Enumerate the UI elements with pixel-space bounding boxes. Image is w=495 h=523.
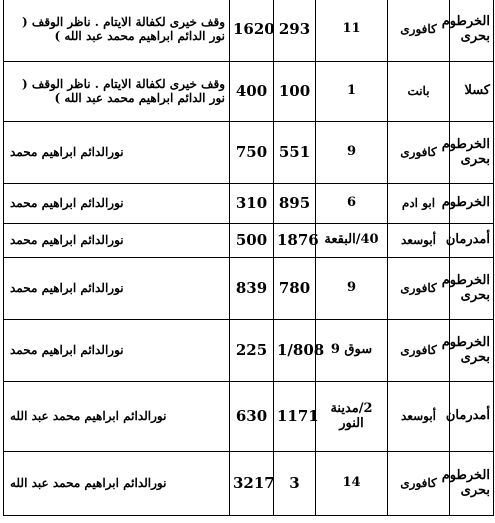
cell-city: أمدرمان	[450, 224, 494, 258]
cell-city: الخرطوم بحرى	[450, 320, 494, 382]
cell-city: الخرطوم بحرى	[450, 0, 494, 62]
cell-area: 500	[230, 224, 274, 258]
cell-number: 1171	[274, 382, 316, 452]
cell-city: الخرطوم بحرى	[450, 452, 494, 516]
cell-owner: نورالدائم ابراهيم محمد	[4, 122, 230, 184]
cell-plot: سوق 9	[316, 320, 388, 382]
cell-district: كافورى	[388, 320, 450, 382]
cell-district: بانت	[388, 62, 450, 122]
table-row	[4, 258, 494, 320]
cell-plot: 40/البقعة	[316, 224, 388, 258]
cell-district: أبوسعد	[388, 224, 450, 258]
cell-plot: 9	[316, 258, 388, 320]
cell-owner: نورالدائم ابراهيم محمد عبد الله	[4, 382, 230, 452]
cell-area: 400	[230, 62, 274, 122]
table-row	[4, 122, 494, 184]
cell-district: أبوسعد	[388, 382, 450, 452]
cell-owner: نورالدائم ابراهيم محمد	[4, 224, 230, 258]
table-row	[4, 0, 494, 62]
property-table	[3, 0, 494, 516]
cell-city: كسلا	[450, 62, 494, 122]
cell-number: 551	[274, 122, 316, 184]
cell-area: 225	[230, 320, 274, 382]
table-row	[4, 452, 494, 516]
cell-plot: 11	[316, 0, 388, 62]
cell-number: 3	[274, 452, 316, 516]
cell-number: 293	[274, 0, 316, 62]
cell-area: 3217	[230, 452, 274, 516]
cell-city: الخرطوم بحرى	[450, 258, 494, 320]
cell-owner: نورالدائم ابراهيم محمد	[4, 184, 230, 224]
cell-city: الخرطوم بحرى	[450, 122, 494, 184]
cell-district: كافورى	[388, 0, 450, 62]
cell-district: كافورى	[388, 452, 450, 516]
cell-number: 895	[274, 184, 316, 224]
cell-area: 630	[230, 382, 274, 452]
cell-owner: وقف خيرى لكفالة الايتام . ناظر الوقف ( نور الدائم ابراهيم محمد عبد الله )	[4, 0, 230, 62]
cell-number: 1876	[274, 224, 316, 258]
cell-owner: نورالدائم ابراهيم محمد	[4, 258, 230, 320]
property-table-body	[4, 0, 494, 516]
table-row	[4, 184, 494, 224]
cell-plot: 6	[316, 184, 388, 224]
table-row	[4, 224, 494, 258]
table-row	[4, 62, 494, 122]
cell-area: 750	[230, 122, 274, 184]
cell-number: 1/808	[274, 320, 316, 382]
cell-district: كافورى	[388, 122, 450, 184]
cell-area: 310	[230, 184, 274, 224]
cell-plot: 1	[316, 62, 388, 122]
cell-owner: وقف خيرى لكفالة الايتام . ناظر الوقف ( نور الدائم ابراهيم محمد عبد الله )	[4, 62, 230, 122]
cell-city: الخرطوم	[450, 184, 494, 224]
cell-plot: 2/مدينة النور	[316, 382, 388, 452]
cell-number: 780	[274, 258, 316, 320]
cell-district: ابو ادم	[388, 184, 450, 224]
cell-city: أمدرمان	[450, 382, 494, 452]
table-row	[4, 320, 494, 382]
cell-area: 839	[230, 258, 274, 320]
cell-number: 100	[274, 62, 316, 122]
cell-area: 1620	[230, 0, 274, 62]
cell-plot: 14	[316, 452, 388, 516]
cell-owner: نورالدائم ابراهيم محمد	[4, 320, 230, 382]
cell-plot: 9	[316, 122, 388, 184]
cell-owner: نورالدائم ابراهيم محمد عبد الله	[4, 452, 230, 516]
table-row	[4, 382, 494, 452]
cell-district: كافورى	[388, 258, 450, 320]
